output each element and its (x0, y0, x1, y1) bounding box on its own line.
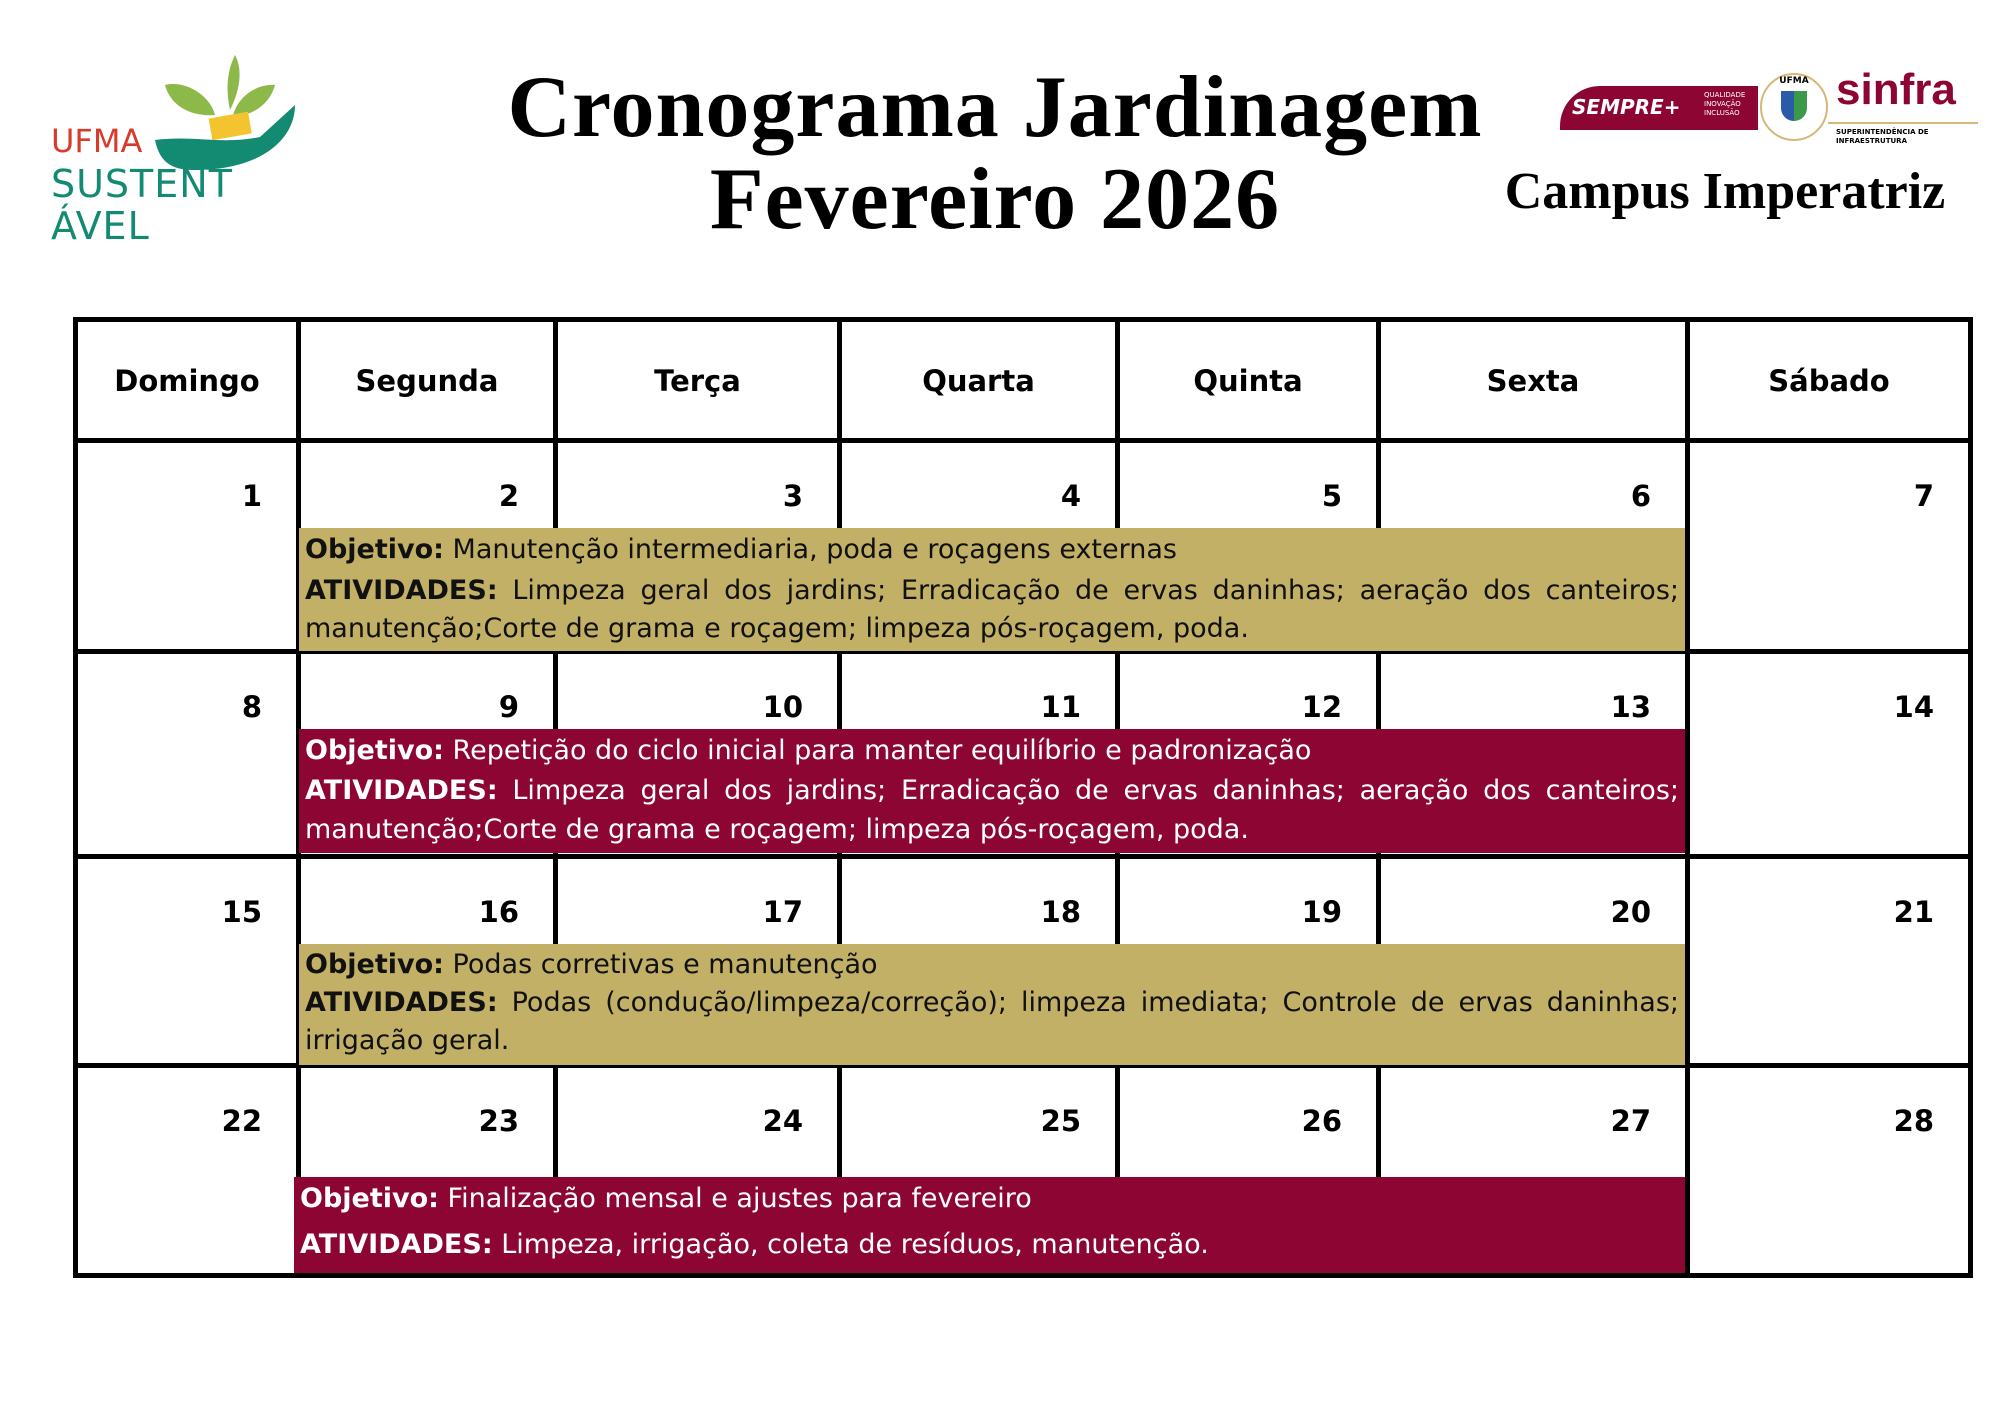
activities: ATIVIDADES: Limpeza, irrigação, coleta de resíduos, manutenção. (300, 1229, 1209, 1260)
seal-text: UFMA (1779, 76, 1809, 86)
sempre-banner (1560, 86, 1758, 130)
activities: ATIVIDADES: Limpeza geral dos jardins; Erradicação de ervas daninhas; aeração dos canteiros; manutenção;Corte de grama e roçagem; limpeza pós-roçagem, poda. (305, 575, 1679, 644)
objective: Objetivo: Finalização mensal e ajustes para fevereiro (300, 1183, 1032, 1214)
sempre-sinfra-logo (1560, 65, 1980, 158)
objective: Objetivo: Podas corretivas e manutenção (305, 949, 878, 980)
weekday-header: Segunda (355, 364, 499, 398)
divider (1828, 122, 1978, 124)
activities: ATIVIDADES: Podas (condução/limpeza/correção); limpeza imediata; Controle de ervas daninhas; irrigação geral. (305, 987, 1679, 1056)
day-number: 19 (1301, 895, 1342, 929)
weekday-header: Terça (654, 364, 741, 398)
grid-line (1968, 317, 1973, 1276)
day-number: 27 (1610, 1104, 1651, 1138)
objective: Objetivo: Repetição do ciclo inicial para manter equilíbrio e padronização (305, 735, 1312, 766)
campus-name: Campus Imperatriz (1504, 163, 1946, 220)
day-number: 20 (1610, 895, 1651, 929)
tagline-1: QUALIDADE (1704, 91, 1746, 99)
tagline-2: INOVAÇÃO (1704, 100, 1741, 108)
day-number: 4 (1060, 479, 1081, 513)
activities: ATIVIDADES: Limpeza geral dos jardins; Erradicação de ervas daninhas; aeração dos canteiros; manutenção;Corte de grama e roçagem; limpeza pós-roçagem, poda. (305, 775, 1679, 845)
day-number: 8 (241, 690, 262, 724)
sempre-text: SEMPRE+ (1572, 95, 1681, 119)
ufma-sustentavel-logo (45, 45, 305, 248)
sinfra-subtitle: SUPERINTENDÊNCIA DE INFRAESTRUTURA (1836, 128, 1929, 145)
week-4-activity-band (294, 1177, 1685, 1273)
tagline-3: INCLUSÃO (1704, 109, 1740, 117)
objective: Objetivo: Manutenção intermediaria, poda e roçagens externas (305, 534, 1177, 565)
day-number: 24 (762, 1104, 803, 1138)
title-line-1: Cronograma Jardinagem (507, 59, 1483, 156)
day-number: 18 (1040, 895, 1081, 929)
day-number: 6 (1630, 479, 1651, 513)
sinfra-wordmark: sinfra (1836, 65, 1956, 114)
day-number: 16 (478, 895, 519, 929)
week-3-activity-band (299, 944, 1685, 1065)
ufma-seal (1760, 73, 1828, 141)
day-number: 22 (221, 1104, 262, 1138)
seal-shield-icon (1781, 91, 1807, 121)
day-number: 10 (762, 690, 803, 724)
logo-sustentavel-text: SUSTENT ÁVEL (51, 162, 233, 248)
day-number: 13 (1610, 690, 1651, 724)
weekday-header: Quinta (1193, 364, 1303, 398)
day-number: 1 (241, 479, 262, 513)
day-number: 21 (1893, 895, 1934, 929)
title-line-2: Fevereiro 2026 (709, 151, 1281, 248)
weekday-header: Sábado (1768, 364, 1890, 398)
weekday-header: Quarta (922, 364, 1035, 398)
day-number: 14 (1893, 690, 1934, 724)
day-number: 28 (1893, 1104, 1934, 1138)
week-1-activity-band (299, 528, 1685, 651)
day-number: 26 (1301, 1104, 1342, 1138)
day-number: 2 (498, 479, 519, 513)
day-number: 11 (1040, 690, 1081, 724)
day-number: 17 (762, 895, 803, 929)
day-number: 23 (478, 1104, 519, 1138)
day-number: 3 (782, 479, 803, 513)
day-number: 9 (498, 690, 519, 724)
day-number: 12 (1301, 690, 1342, 724)
day-number: 7 (1913, 479, 1934, 513)
logo-ufma-text: UFMA (51, 122, 143, 160)
day-number: 25 (1040, 1104, 1081, 1138)
weekday-header: Domingo (114, 364, 260, 398)
day-number: 15 (221, 895, 262, 929)
day-number: 5 (1321, 479, 1342, 513)
page-title (450, 59, 1540, 248)
weekday-header: Sexta (1486, 364, 1580, 398)
week-2-activity-band (299, 729, 1685, 853)
